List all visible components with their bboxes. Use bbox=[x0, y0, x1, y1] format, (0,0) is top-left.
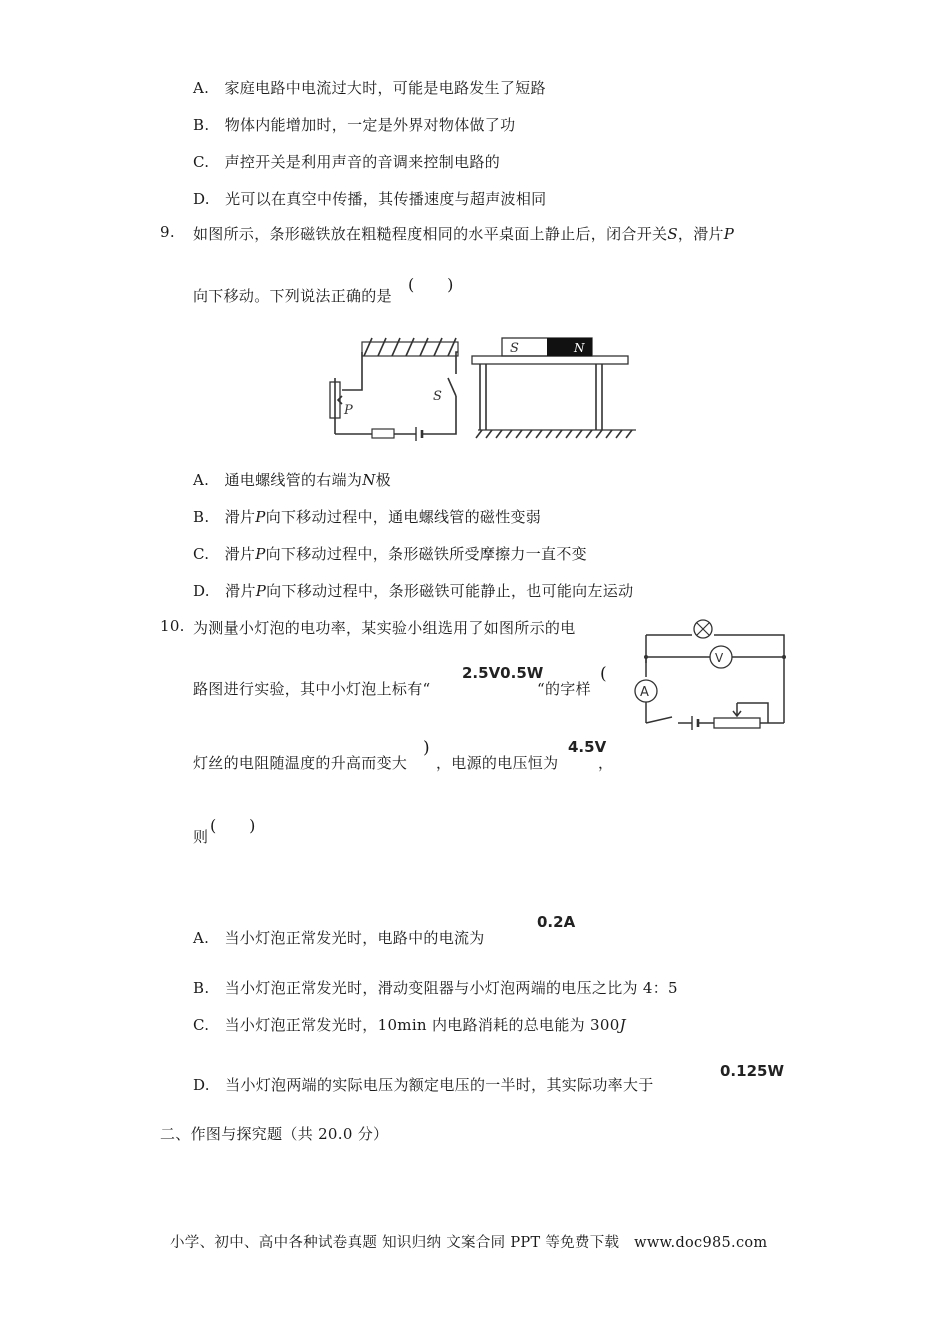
q9-circuit-figure bbox=[320, 330, 640, 442]
q9-option-b-text: B. 滑片 bbox=[193, 508, 256, 526]
q10-option-a-value: 0.2A bbox=[537, 913, 576, 931]
q9-option-a bbox=[193, 469, 391, 490]
q9-magnet-n-label: N bbox=[574, 341, 585, 355]
q10-number: 10. bbox=[160, 617, 185, 635]
q9-option-b-text2: 向下移动过程中，通电螺线管的磁性变弱 bbox=[265, 508, 542, 526]
q9-option-a-text2: 极 bbox=[375, 471, 391, 489]
q10-circuit-figure bbox=[628, 615, 798, 735]
q9-option-d bbox=[193, 580, 633, 601]
q9-var-p: P bbox=[723, 225, 735, 243]
q9-stem-line2: 向下移动。下列说法正确的是 bbox=[193, 287, 392, 305]
q9-option-a-text: A. 通电螺线管的右端为 bbox=[193, 471, 363, 489]
q9-var-s: S bbox=[667, 225, 678, 243]
section-2-title: 二、作图与探究题（共 20.0 分） bbox=[160, 1125, 389, 1143]
q10-stem-line1: 为测量小灯泡的电功率，某实验小组选用了如图所示的电 bbox=[193, 619, 576, 637]
q10-answer-bracket: ( ) bbox=[210, 816, 256, 835]
q10-stem-line2: 路图进行实验，其中小灯泡上标有“ bbox=[193, 680, 431, 698]
q9-option-b bbox=[193, 506, 541, 527]
q10-stem-line3-post: ， bbox=[598, 754, 614, 772]
q10-voltmeter-label: V bbox=[715, 651, 724, 665]
q9-magnet-s-label: S bbox=[510, 341, 519, 356]
q10-stem-line4: 则 bbox=[193, 828, 209, 846]
q10-option-b: B. 当小灯泡正常发光时，滑动变阻器与小灯泡两端的电压之比为 4：5 bbox=[193, 979, 678, 997]
q8-option-b: B. 物体内能增加时，一定是外界对物体做了功 bbox=[193, 116, 516, 134]
q8-option-a: A. 家庭电路中电流过大时，可能是电路发生了短路 bbox=[193, 79, 546, 97]
page-footer: 小学、初中、高中各种试卷真题 知识归纳 文案合同 PPT 等免费下载 www.doc985.com bbox=[170, 1235, 768, 1251]
q9-option-a-var: N bbox=[362, 471, 376, 489]
q10-ammeter-label: A bbox=[640, 685, 649, 700]
q8-option-d: D. 光可以在真空中传播，其传播速度与超声波相同 bbox=[193, 190, 547, 208]
q10-option-d: D. 当小灯泡两端的实际电压为额定电压的一半时，其实际功率大于 bbox=[193, 1076, 654, 1094]
q9-option-c-text2: 向下移动过程中，条形磁铁所受摩擦力一直不变 bbox=[265, 545, 587, 563]
q9-switch-s-label: S bbox=[433, 389, 442, 404]
q9-option-d-text2: 向下移动过程中，条形磁铁可能静止，也可能向左运动 bbox=[266, 582, 634, 600]
q10-option-d-value: 0.125W bbox=[720, 1062, 784, 1080]
q9-option-c bbox=[193, 543, 587, 564]
q9-option-c-var: P bbox=[255, 545, 266, 563]
q9-slider-p-label: P bbox=[344, 403, 353, 418]
q9-answer-bracket: ( ) bbox=[408, 275, 454, 294]
q9-stem-text2: ，滑片 bbox=[677, 225, 724, 243]
q10-rating: 2.5V0.5W bbox=[462, 664, 544, 682]
q10-option-c-text: C. 当小灯泡正常发光时，10min 内电路消耗的总电能为 300 bbox=[193, 1016, 620, 1034]
q8-option-c: C. 声控开关是利用声音的音调来控制电路的 bbox=[193, 153, 501, 171]
q9-option-d-text: D. 滑片 bbox=[193, 582, 256, 600]
q10-voltage: 4.5V bbox=[568, 738, 607, 756]
q9-number: 9. bbox=[160, 223, 175, 241]
q10-paren-close: ) bbox=[423, 738, 430, 758]
q9-option-b-var: P bbox=[255, 508, 266, 526]
q10-stem-line3-mid: ，电源的电压恒为 bbox=[436, 754, 559, 772]
q10-stem-line3: 灯丝的电阻随温度的升高而变大 bbox=[193, 754, 408, 772]
q10-option-c bbox=[193, 1014, 626, 1035]
q9-stem-line1 bbox=[193, 223, 734, 244]
q9-stem-text: 如图所示，条形磁铁放在粗糙程度相同的水平桌面上静止后，闭合开关 bbox=[193, 225, 668, 243]
q10-paren-open: ( bbox=[600, 664, 607, 684]
q10-option-c-unit: J bbox=[619, 1016, 626, 1034]
q9-option-c-text: C. 滑片 bbox=[193, 545, 256, 563]
q10-option-a: A. 当小灯泡正常发光时，电路中的电流为 bbox=[193, 929, 485, 947]
q9-option-d-var: P bbox=[255, 582, 267, 600]
q10-stem-line2-post: “的字样 bbox=[537, 680, 591, 698]
